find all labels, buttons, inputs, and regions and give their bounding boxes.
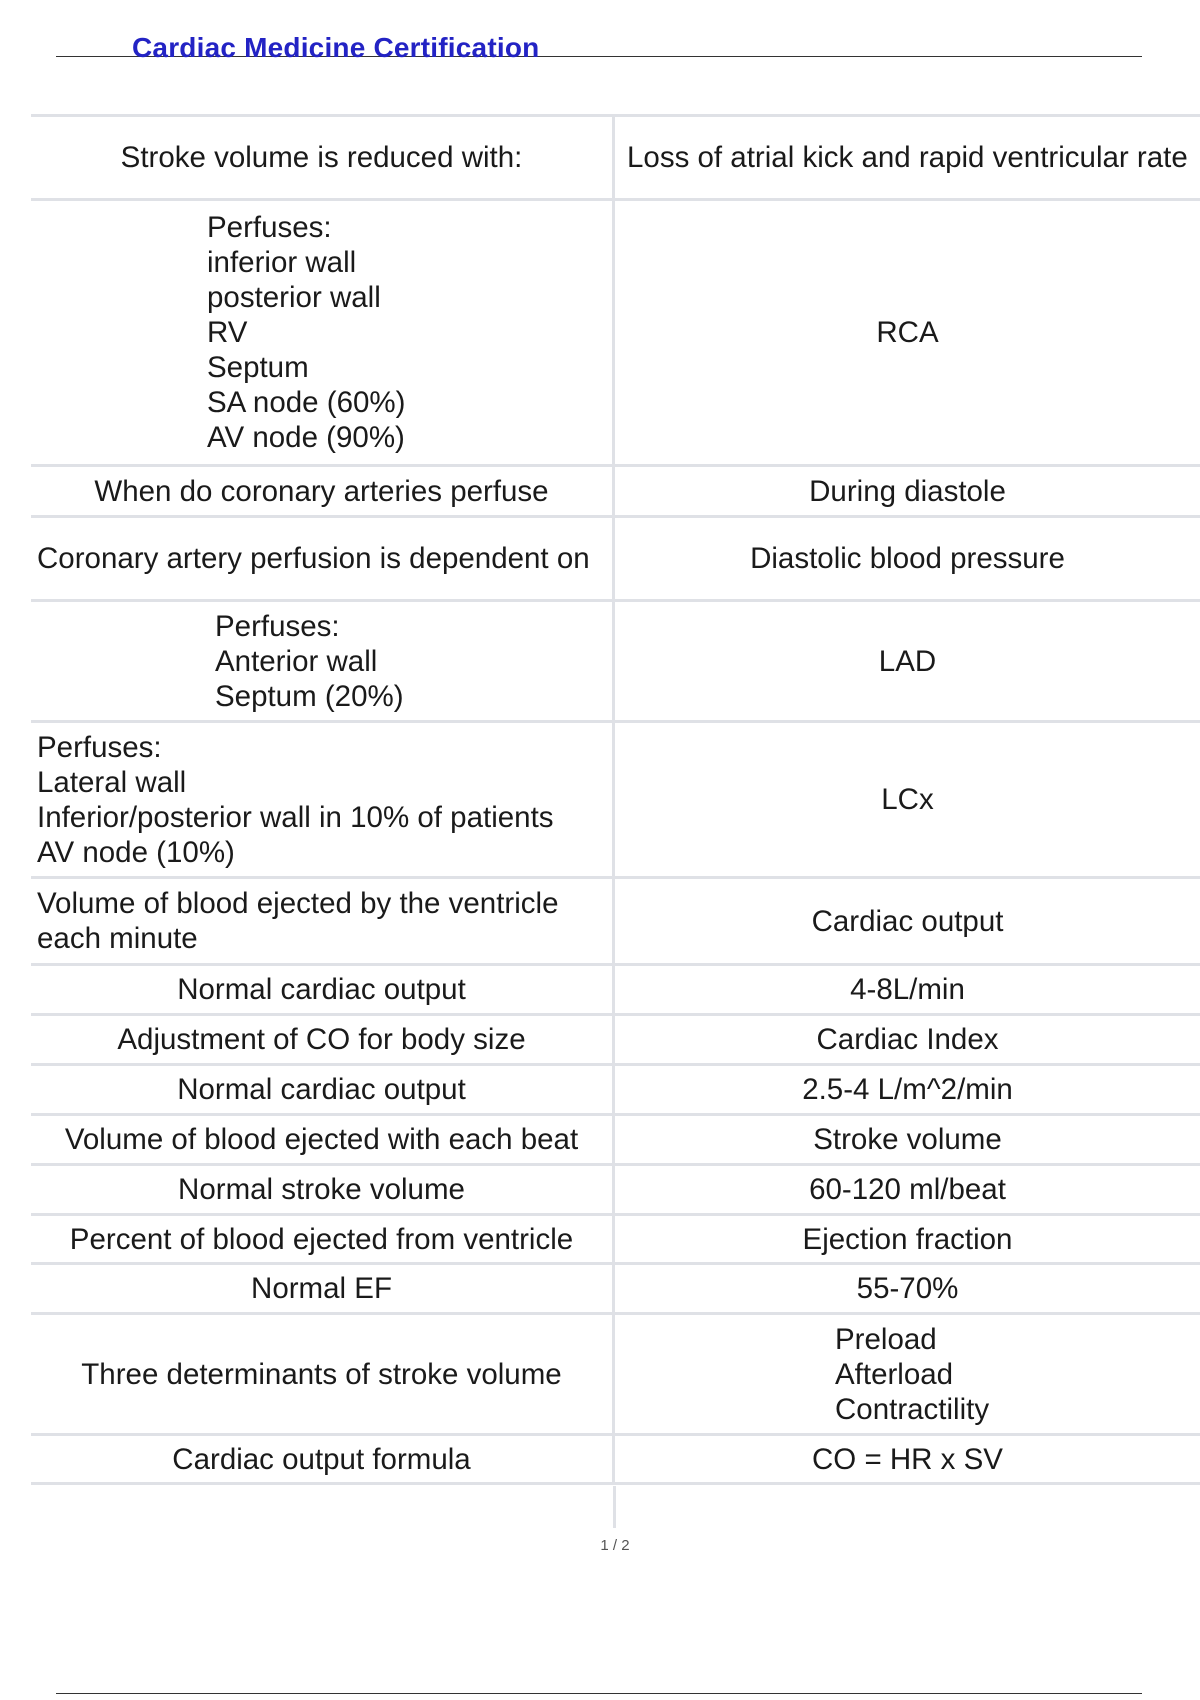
card-definition: Cardiac output	[811, 904, 1004, 938]
card-definition: Loss of atrial kick and rapid ventricular rate	[627, 141, 1188, 174]
flashcard-row	[31, 467, 1200, 518]
card-term: Volume of blood ejected by the ventricle each minute	[31, 879, 615, 963]
flashcard-row	[31, 1436, 1200, 1485]
footer-rule	[56, 1693, 1142, 1694]
card-definition-text: Preload Afterload Contractility	[835, 1322, 990, 1426]
flashcard-row	[31, 1265, 1200, 1315]
card-term: Three determinants of stroke volume	[31, 1315, 615, 1433]
card-definition: 55-70%	[856, 1272, 959, 1305]
card-term: Cardiac output formula	[31, 1436, 615, 1482]
card-term: Stroke volume is reduced with:	[31, 117, 615, 198]
page-title: Cardiac Medicine Certification	[132, 32, 540, 63]
card-definition: 2.5-4 L/m^2/min	[802, 1073, 1013, 1106]
card-term: Normal EF	[31, 1265, 615, 1312]
card-definition: CO = HR x SV	[812, 1442, 1003, 1476]
card-term: Normal stroke volume	[31, 1166, 615, 1213]
card-term: Percent of blood ejected from ventricle	[31, 1216, 615, 1262]
flashcard-row	[31, 201, 1200, 467]
card-term: When do coronary arteries perfuse	[31, 467, 615, 515]
flashcard-row	[31, 1315, 1200, 1436]
card-term	[31, 602, 615, 720]
flashcard-row	[31, 1116, 1200, 1166]
card-definition: Cardiac Index	[816, 1023, 999, 1056]
flashcard-row	[31, 879, 1200, 966]
flashcard-row	[31, 602, 1200, 723]
flashcard-row	[31, 1166, 1200, 1216]
card-definition: 60-120 ml/beat	[809, 1173, 1006, 1206]
card-definition: LCx	[881, 783, 934, 816]
flashcard-table	[31, 114, 1200, 1485]
flashcard-row	[31, 1216, 1200, 1265]
card-term: Adjustment of CO for body size	[31, 1016, 615, 1063]
card-term: Normal cardiac output	[31, 1066, 615, 1113]
flashcard-row	[31, 117, 1200, 201]
card-definition: Stroke volume	[813, 1123, 1002, 1156]
card-definition	[615, 1315, 1200, 1433]
flashcard-row	[31, 966, 1200, 1016]
card-definition: 4-8L/min	[850, 973, 965, 1006]
card-definition: LAD	[878, 644, 937, 678]
card-term-text: Perfuses: Lateral wall Inferior/posterior wall in 10% of patients AV node (10%)	[37, 730, 554, 869]
flashcard-row	[31, 1066, 1200, 1116]
card-term: Volume of blood ejected with each beat	[31, 1116, 615, 1163]
card-term	[31, 201, 615, 464]
flashcard-row	[31, 723, 1200, 879]
card-definition: RCA	[876, 316, 939, 349]
card-definition: Diastolic blood pressure	[750, 542, 1065, 575]
card-definition: During diastole	[809, 474, 1006, 508]
page-header	[56, 32, 1142, 63]
flashcard-row	[31, 518, 1200, 602]
card-term-text: Perfuses: Anterior wall Septum (20%)	[215, 609, 404, 713]
card-term: Coronary artery perfusion is dependent on	[31, 518, 615, 599]
flashcard-row	[31, 1016, 1200, 1066]
card-term	[31, 723, 615, 876]
card-term: Normal cardiac output	[31, 966, 615, 1013]
card-definition: Ejection fraction	[802, 1222, 1013, 1256]
page-number: 1 / 2	[600, 1537, 630, 1554]
card-term-text: Perfuses: inferior wall posterior wall RV Septum SA node (60%) AV node (90%)	[207, 211, 406, 454]
column-divider-tail	[613, 1486, 616, 1528]
